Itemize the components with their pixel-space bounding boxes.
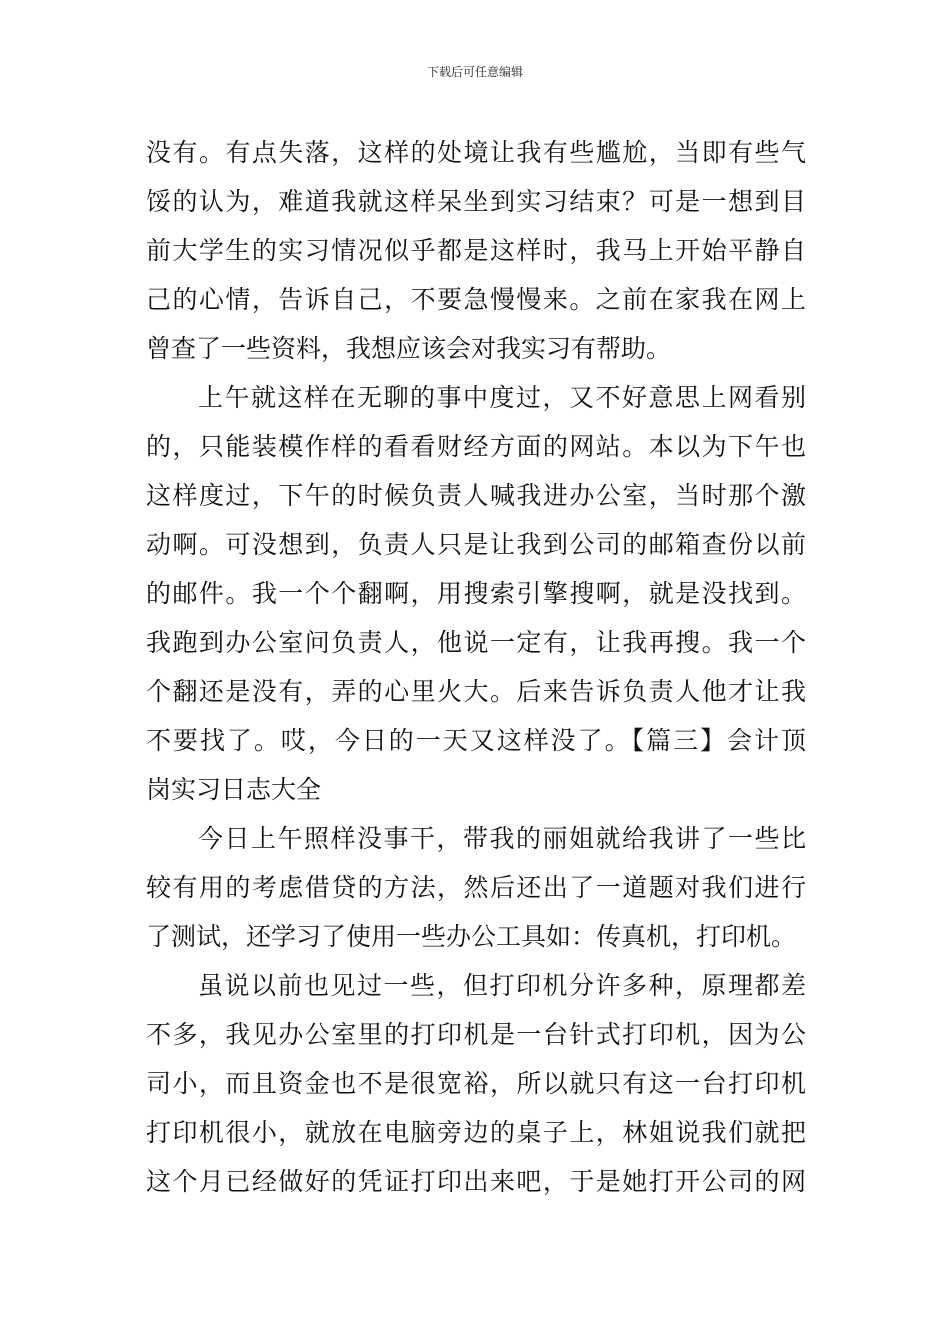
text-line: 动啊。可没想到，负责人只是让我到公司的邮箱查份以前 [146, 530, 806, 559]
text-line: 这样度过，下午的时候负责人喊我进办公室，当时那个激 [146, 481, 806, 510]
page-header: 下载后可任意编辑 [426, 65, 523, 79]
text-line: 个翻还是没有，弄的心里火大。后来告诉负责人他才让我 [146, 677, 806, 706]
text-line: 己的心情，告诉自己，不要急慢慢来。之前在家我在网上 [146, 285, 806, 314]
text-line: 前大学生的实习情况似乎都是这样时，我马上开始平静自 [146, 236, 806, 265]
text-line: 不多，我见办公室里的打印机是一台针式打印机，因为公 [146, 1020, 806, 1049]
text-line: 了测试，还学习了使用一些办公工具如：传真机，打印机。 [146, 922, 797, 951]
text-line: 不要找了。哎，今日的一天又这样没了。【篇三】会计顶 [146, 726, 806, 755]
text-line: 曾查了一些资料，我想应该会对我实习有帮助。 [146, 334, 672, 363]
text-line: 没有。有点失落，这样的处境让我有些尴尬，当即有些气 [146, 138, 806, 167]
text-line: 岗实习日志大全 [146, 775, 322, 804]
text-line: 馁的认为，难道我就这样呆坐到实习结束？可是一想到目 [146, 187, 806, 216]
text-line: 的邮件。我一个个翻啊，用搜索引擎搜啊，就是没找到。 [146, 579, 806, 608]
text-line: 的，只能装模作样的看看财经方面的网站。本以为下午也 [146, 432, 806, 461]
text-line: 打印机很小，就放在电脑旁边的桌子上，林姐说我们就把 [146, 1118, 806, 1147]
text-line: 今日上午照样没事干，带我的丽姐就给我讲了一些比 [198, 824, 806, 853]
body-text [146, 128, 806, 1206]
text-line: 上午就这样在无聊的事中度过，又不好意思上网看别 [198, 383, 806, 412]
text-line: 司小，而且资金也不是很宽裕，所以就只有这一台打印机 [146, 1069, 806, 1098]
text-line: 虽说以前也见过一些，但打印机分许多种，原理都差 [198, 971, 806, 1000]
text-line: 较有用的考虑借贷的方法，然后还出了一道题对我们进行 [146, 873, 806, 902]
text-line: 这个月已经做好的凭证打印出来吧，于是她打开公司的网 [146, 1167, 806, 1196]
text-line: 我跑到办公室问负责人，他说一定有，让我再搜。我一个 [146, 628, 806, 657]
